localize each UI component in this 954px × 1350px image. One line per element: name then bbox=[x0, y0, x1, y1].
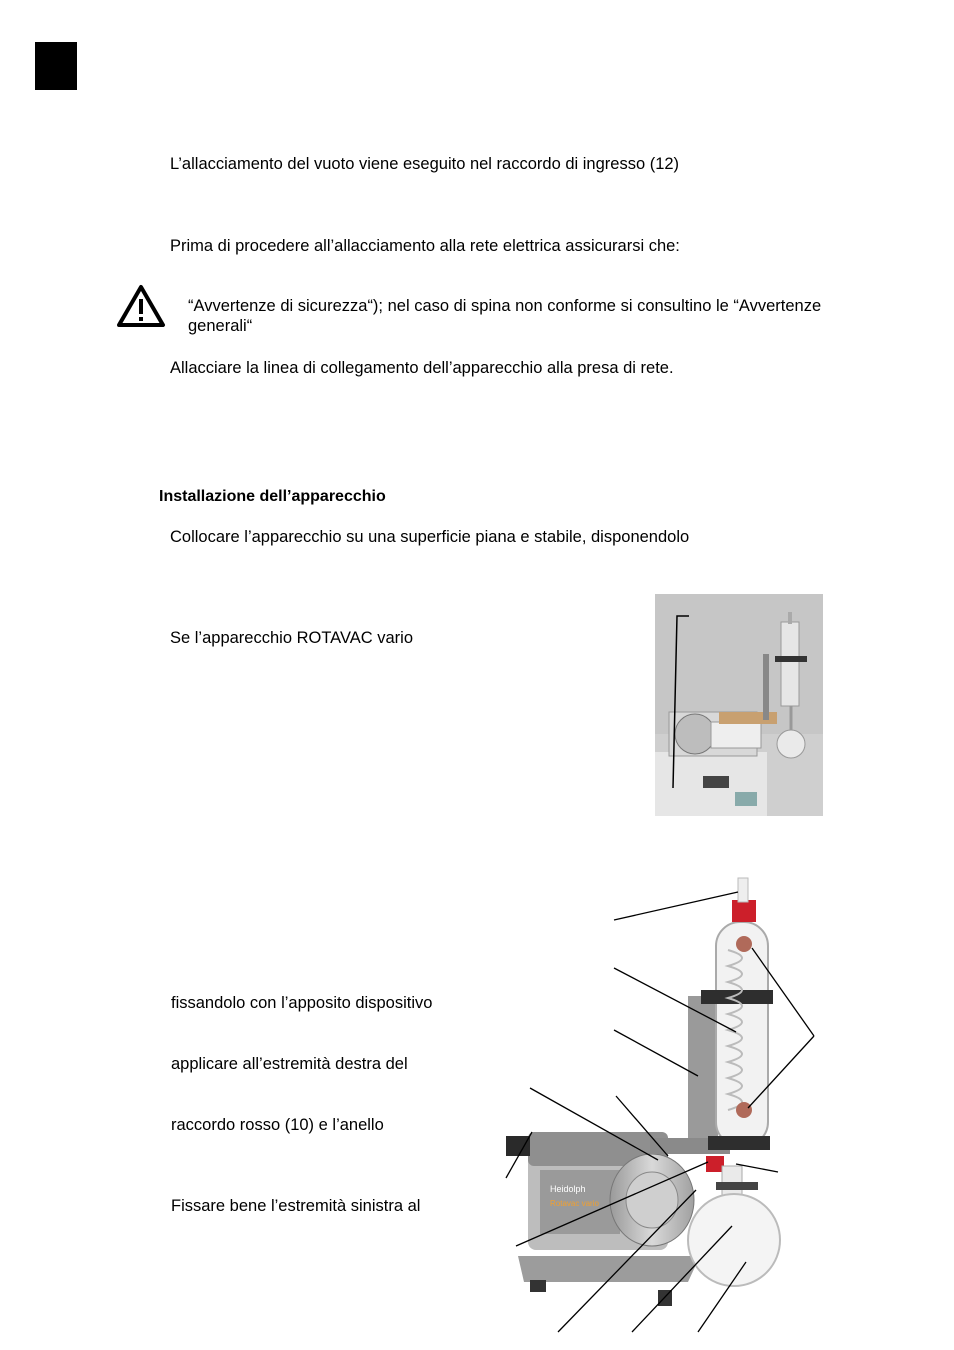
paragraph-apply-right: applicare all’estremità destra del bbox=[171, 1055, 408, 1073]
section-heading-installation: Installazione dell’apparecchio bbox=[159, 488, 386, 505]
paragraph-red-fitting: raccordo rosso (10) e l’anello bbox=[171, 1116, 384, 1134]
svg-text:Rotavac vario: Rotavac vario bbox=[550, 1199, 599, 1208]
paragraph-connect-mains: Allacciare la linea di collegamento dell’apparecchio alla presa di rete. bbox=[170, 359, 674, 377]
paragraph-electric-check: Prima di procedere all’allacciamento alla rete elettrica assicurarsi che: bbox=[170, 237, 680, 255]
paragraph-fixing: fissandolo con l’apposito dispositivo bbox=[171, 994, 433, 1012]
paragraph-vacuum-connection: L’allacciamento del vuoto viene eseguito nel raccordo di ingresso (12) bbox=[170, 155, 680, 173]
section-tab-marker bbox=[35, 42, 77, 90]
pump-with-condenser-figure bbox=[500, 870, 840, 1340]
paragraph-fix-left: Fissare bene l’estremità sinistra al bbox=[171, 1197, 421, 1215]
warning-triangle-icon bbox=[116, 284, 166, 328]
svg-text:Heidolph: Heidolph bbox=[550, 1184, 586, 1194]
warning-note: “Avvertenze di sicurezza“); nel caso di spina non conforme si consultino le “Avvertenze generali“ bbox=[188, 297, 822, 335]
device-photo bbox=[655, 594, 823, 816]
paragraph-placement: Collocare l’apparecchio su una superficie piana e stabile, disponendolo bbox=[170, 528, 690, 546]
paragraph-rotavac: Se l’apparecchio ROTAVAC vario bbox=[170, 629, 414, 647]
